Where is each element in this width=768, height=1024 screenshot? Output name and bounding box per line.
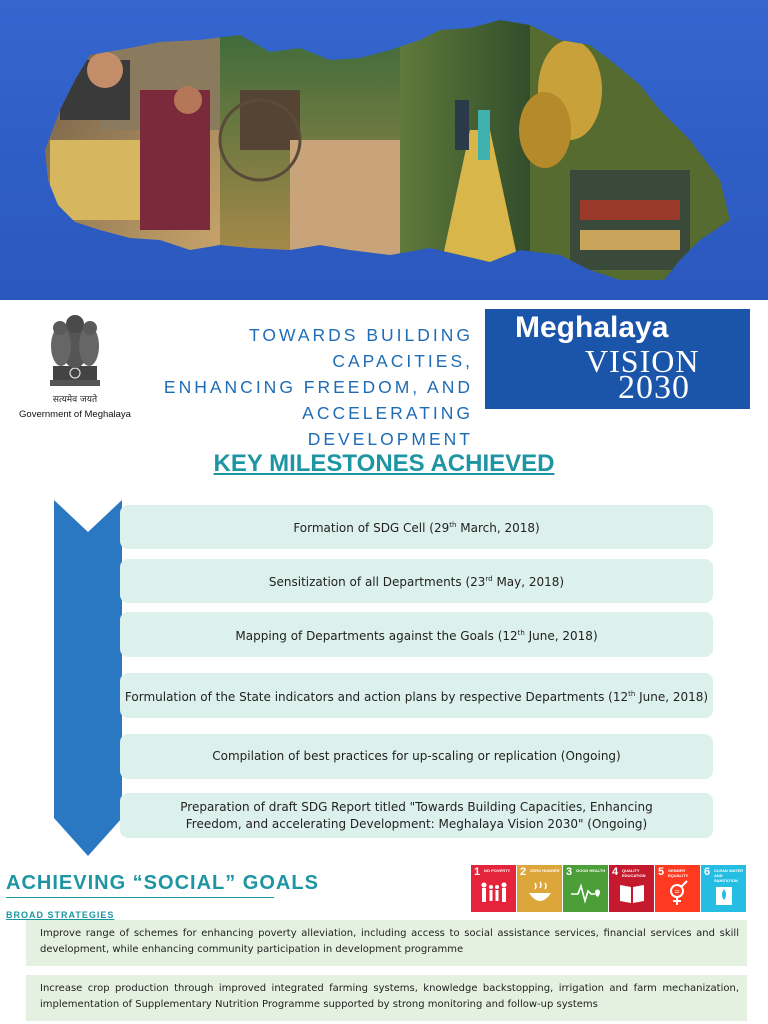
tagline-line-3: ACCELERATING DEVELOPMENT — [302, 403, 473, 449]
family-icon — [479, 879, 509, 907]
milestone-item — [120, 505, 713, 549]
heading-underline — [6, 897, 274, 898]
milestone-item — [120, 559, 713, 603]
strategy-item: Increase crop production through improved integrated farming systems, knowledge backstopping, irrigation and farm mechanization, implementation of Supplementary Nutrition Programme supported by strong monitoring and follow-up systems — [26, 975, 747, 1021]
heartbeat-icon — [571, 879, 601, 907]
sdg-tile-4 — [609, 865, 654, 912]
milestone-text — [269, 571, 564, 591]
hero-banner — [0, 0, 768, 300]
sdg-label: ZERO HUNGER — [530, 868, 560, 873]
milestones-heading — [0, 450, 768, 478]
vision-logo-line-3: 2030 — [618, 369, 690, 406]
down-arrow-icon — [54, 500, 122, 856]
milestone-text — [235, 625, 597, 645]
strategy-item: Improve range of schemes for enhancing poverty alleviation, including access to social assistance services, financial services and skill development, while enhancing community participation in development programme — [26, 920, 747, 966]
milestone-text-pre: Formulation of the State indicators and action plans by respective Departments (12 — [124, 689, 629, 704]
milestone-item — [120, 612, 713, 657]
milestones-heading-text: KEY MILESTONES ACHIEVED — [213, 450, 555, 477]
sdg-number: 1 — [474, 866, 481, 878]
sdg-icons-strip — [471, 865, 747, 912]
milestone-text-post: May, 2018) — [492, 575, 565, 589]
milestone-text-pre: Mapping of Departments against the Goals (12 — [235, 628, 518, 643]
tagline-line-2: ENHANCING FREEDOM, AND — [163, 377, 473, 397]
milestone-sup: th — [628, 689, 636, 698]
milestone-sup: rd — [485, 575, 493, 583]
milestone-text-post: June, 2018) — [635, 689, 709, 704]
emblem-motto: सत्यमेव जयते — [52, 395, 98, 405]
state-emblem-block — [10, 306, 140, 426]
report-tagline — [143, 322, 473, 452]
meghalaya-map-collage — [0, 0, 768, 300]
sdg-number: 2 — [520, 866, 527, 878]
milestone-sup: th — [517, 628, 525, 637]
milestone-sup: th — [449, 521, 457, 529]
sdg-tile-1 — [471, 865, 516, 912]
milestone-text-post: June, 2018) — [524, 628, 598, 643]
broad-strategies-label: BROAD STRATEGIES — [6, 910, 115, 920]
milestone-text-post: March, 2018) — [456, 521, 540, 535]
social-goals-heading: ACHIEVING “SOCIAL” GOALS — [6, 872, 319, 894]
book-icon — [617, 879, 647, 907]
sdg-label: NO POVERTY — [484, 868, 511, 873]
sdg-tile-6 — [701, 865, 746, 912]
ashoka-emblem-icon — [45, 306, 105, 390]
sdg-number: 4 — [612, 866, 619, 878]
sdg-label: QUALITY EDUCATION — [622, 868, 646, 878]
sdg-tile-5 — [655, 865, 700, 912]
milestone-text — [293, 517, 539, 537]
milestone-text-pre: Formation of SDG Cell (29 — [293, 521, 450, 535]
sdg-number: 3 — [566, 866, 573, 878]
bowl-icon — [525, 879, 555, 907]
sdg-label: GOOD HEALTH — [576, 868, 606, 873]
vision-2030-logo — [485, 309, 750, 409]
sdg-number: 6 — [704, 866, 711, 878]
milestone-item — [120, 673, 713, 718]
government-label: Government of Meghalaya — [19, 409, 131, 420]
milestone-text — [125, 686, 708, 706]
vision-logo-line-2: VISION — [585, 343, 700, 379]
milestone-text: Preparation of draft SDG Report titled "Towards Building Capacities, Enhancing Freedom, and accelerating Development: Meghalaya Vision 2030" (Ongoing) — [180, 799, 653, 831]
svg-text:=: = — [674, 888, 680, 896]
milestone-text-pre: Sensitization of all Departments (23 — [268, 575, 486, 589]
water-drop-icon — [709, 879, 739, 907]
vision-logo-line-1: Meghalaya — [515, 311, 669, 344]
sdg-tile-2 — [517, 865, 562, 912]
gender-icon — [663, 879, 693, 907]
sdg-tile-3 — [563, 865, 608, 912]
sdg-number: 5 — [658, 866, 665, 878]
tagline-line-1: TOWARDS BUILDING CAPACITIES, — [249, 325, 473, 371]
sdg-label: CLEAN WATER AND SANITATION — [714, 868, 744, 883]
milestone-item — [120, 793, 713, 838]
milestone-text: Compilation of best practices for up-scaling or replication (Ongoing) — [212, 749, 621, 763]
milestone-item — [120, 734, 713, 779]
sdg-label: GENDER EQUALITY — [668, 868, 689, 878]
